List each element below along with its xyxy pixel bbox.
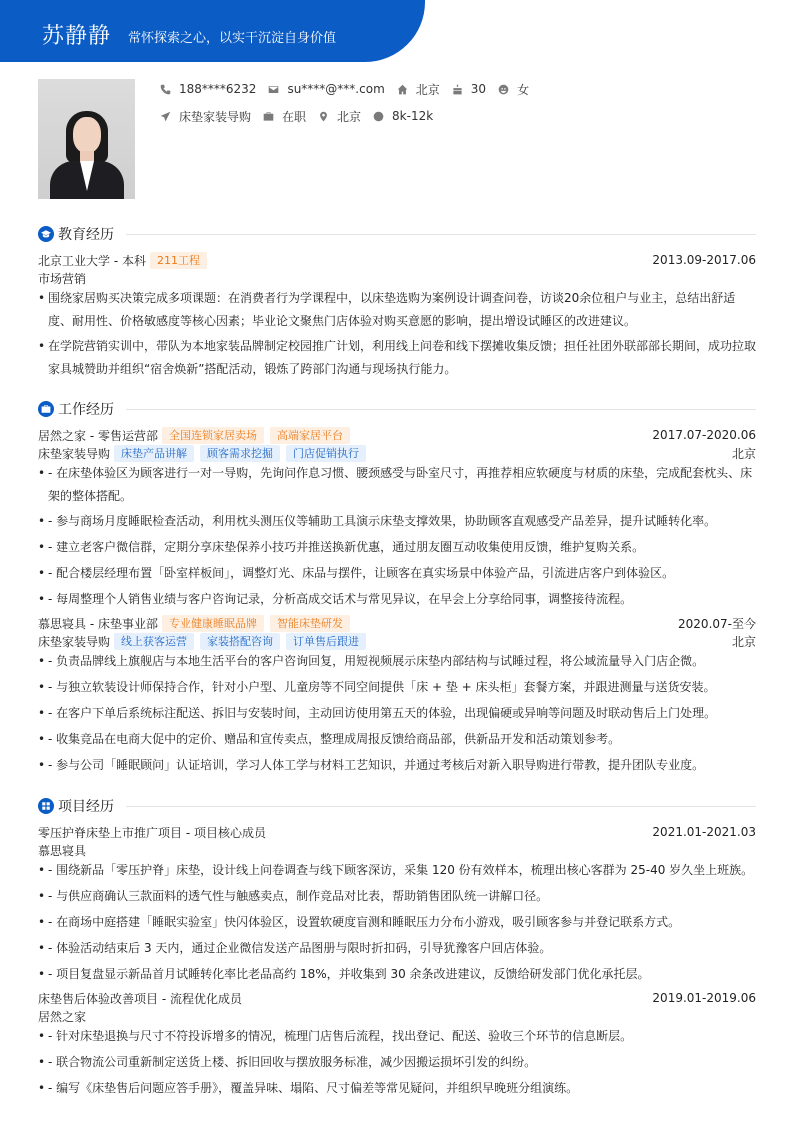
section-project <box>38 796 756 816</box>
section-title-work: 工作经历 <box>58 402 114 418</box>
phone-icon <box>160 84 171 95</box>
job-role-row <box>38 632 756 650</box>
section-divider <box>126 234 756 235</box>
list-item: • - 负责品牌线上旗舰店与本地生活平台的客户咨询回复，用短视频展示床垫内部结构与试睡过程，将公域流量导入门店企微。 <box>38 650 756 673</box>
list-item: • - 参与公司「睡眠顾问」认证培训，学习人体工学与材料工艺知识，并通过考核后对新入职导购进行带教，提升团队专业度。 <box>38 754 756 777</box>
smile-icon <box>498 84 509 95</box>
list-item: • - 项目复盘显示新品首月试睡转化率比老品高约 18%，并收集到 30 余条改进建议，反馈给研发部门优化承托层。 <box>38 963 756 986</box>
role-tag: 门店促销执行 <box>286 445 366 462</box>
section-divider <box>126 806 756 807</box>
list-item: • - 与独立软装设计师保持合作，针对小户型、儿童房等不同空间提供「床 + 垫 + 床头柜」套餐方案，并跟进测量与送货安装。 <box>38 676 756 699</box>
profile-photo <box>38 79 135 199</box>
salary-item <box>373 109 433 123</box>
status-text: 在职 <box>282 109 307 124</box>
role-tag: 家装搭配咨询 <box>200 633 280 650</box>
location-item <box>397 81 440 98</box>
list-item: • - 在客户下单后系统标注配送、拆旧与安装时间，主动回访使用第五天的体验，出现偏硬或异响等问题及时联动售后上门处理。 <box>38 702 756 725</box>
job-role: 床垫家装导购 <box>38 634 111 649</box>
company-tag: 高端家居平台 <box>270 427 350 444</box>
list-item: • - 参与商场月度睡眠检查活动，利用枕头测压仪等辅助工具演示床垫支撑效果，协助顾客直观感受产品差异，提升试睡转化率。 <box>38 510 756 533</box>
home-icon <box>397 84 408 95</box>
location-text: 北京 <box>415 82 440 97</box>
project-header <box>38 989 756 1007</box>
project-org: 慕思寝具 <box>38 843 87 858</box>
list-item: • - 联合物流公司重新制定送货上楼、拆旧回收与摆放服务标准，减少因搬运损坏引发的纠纷。 <box>38 1051 756 1074</box>
list-item: • 围绕家居购买决策完成多项课题：在消费者行为学课程中，以床垫选购为案例设计调查问卷，访谈20余位租户与业主，总结出舒适度、耐用性、价格敏感度等核心因素；毕业论文聚焦门店体验对购买意愿的影响，提出增设试睡区的改进建议。 <box>38 287 756 333</box>
graduation-cap-icon <box>38 226 54 242</box>
gender-text: 女 <box>517 82 530 97</box>
age-text: 30 <box>470 82 487 96</box>
list-item: • - 围绕新品「零压护脊」床垫，设计线上问卷调查与线下顾客深访，采集 120 份有效样本，梳理出核心客群为 25-40 岁久坐上班族。 <box>38 859 756 882</box>
education-tag: 211工程 <box>150 252 207 269</box>
company-tag: 智能床垫研发 <box>270 615 350 632</box>
section-work <box>38 399 756 419</box>
section-divider <box>126 409 756 410</box>
briefcase-icon <box>263 111 274 122</box>
list-item: • - 收集竞品在电商大促中的定价、赠品和宣传卖点，整理成周报反馈给商品部，供新品开发和活动策划参考。 <box>38 728 756 751</box>
project-org-row <box>38 1007 756 1025</box>
contact-row-basic <box>160 80 541 98</box>
job-header <box>38 426 756 444</box>
job-city: 北京 <box>731 446 756 461</box>
role-tag: 床垫产品讲解 <box>114 445 194 462</box>
email-text: su****@***.com <box>287 82 385 96</box>
candidate-slogan: 常怀探索之心，以实干沉淀自身价值 <box>128 31 337 46</box>
project-title: 零压护脊床垫上市推广项目 - 项目核心成员 <box>38 825 266 840</box>
education-school: 北京工业大学 - 本科 <box>38 253 146 268</box>
cake-icon <box>452 84 463 95</box>
role-tag: 线上获客运营 <box>114 633 194 650</box>
project-title: 床垫售后体验改善项目 - 流程优化成员 <box>38 991 242 1006</box>
phone-item <box>160 82 256 96</box>
project-header <box>38 823 756 841</box>
target-position-text: 床垫家装导购 <box>179 109 252 124</box>
target-position-item <box>160 108 251 125</box>
salary-text: 8k-12k <box>392 109 434 123</box>
phone-text: 188****6232 <box>179 82 257 96</box>
job-city: 北京 <box>731 634 756 649</box>
job-header <box>38 614 756 632</box>
role-tag: 顾客需求挖掘 <box>200 445 280 462</box>
candidate-name: 苏静静 <box>42 24 112 49</box>
education-period: 2013.09-2017.06 <box>652 253 756 267</box>
education-major: 市场营销 <box>38 271 87 286</box>
grid-icon <box>38 798 54 814</box>
map-pin-icon <box>318 111 329 122</box>
job-role: 床垫家装导购 <box>38 446 111 461</box>
target-city-text: 北京 <box>337 109 362 124</box>
job-period: 2020.07-至今 <box>678 616 756 631</box>
gender-item <box>498 81 529 98</box>
list-item: • - 每周整理个人销售业绩与客户咨询记录，分析高成交话术与常见异议，在早会上分享给同事，调整接待流程。 <box>38 588 756 611</box>
money-icon <box>373 111 384 122</box>
list-item: • - 编写《床垫售后问题应答手册》，覆盖异味、塌陷、尺寸偏差等常见疑问，并组织早晚班分组演练。 <box>38 1077 756 1100</box>
contact-row-job <box>160 107 445 125</box>
company-tag: 专业健康睡眠品牌 <box>162 615 264 632</box>
project-period: 2019.01-2019.06 <box>652 991 756 1005</box>
section-education <box>38 224 756 244</box>
status-item <box>263 108 306 125</box>
job-period: 2017.07-2020.06 <box>652 428 756 442</box>
list-item: • - 在床垫体验区为顾客进行一对一导购，先询问作息习惯、腰颈感受与卧室尺寸，再推荐相应软硬度与材质的床垫，完成配套枕头、床架的整体搭配。 <box>38 462 756 508</box>
job-company: 居然之家 - 零售运营部 <box>38 428 158 443</box>
job-role-row <box>38 444 756 462</box>
list-item: • - 体验活动结束后 3 天内，通过企业微信发送产品图册与限时折扣码，引导犹豫客户回店体验。 <box>38 937 756 960</box>
age-item <box>452 82 486 96</box>
section-title-project: 项目经历 <box>58 799 114 815</box>
list-item: • - 与供应商确认三款面料的透气性与触感卖点，制作竞品对比表，帮助销售团队统一讲解口径。 <box>38 885 756 908</box>
project-period: 2021.01-2021.03 <box>652 825 756 839</box>
list-item: • - 配合楼层经理布置「卧室样板间」，调整灯光、床品与摆件，让顾客在真实场景中体验产品，引流进店客户到体验区。 <box>38 562 756 585</box>
list-item: • - 在商场中庭搭建「睡眠实验室」快闪体验区，设置软硬度盲测和睡眠压力分布小游戏，吸引顾客参与并登记联系方式。 <box>38 911 756 934</box>
section-title-education: 教育经历 <box>58 227 114 243</box>
header-banner <box>0 0 425 62</box>
mail-icon <box>268 84 279 95</box>
send-icon <box>160 111 171 122</box>
email-item <box>268 82 384 96</box>
project-org-row <box>38 841 756 859</box>
list-item: • 在学院营销实训中，带队为本地家装品牌制定校园推广计划，利用线上问卷和线下摆摊收集反馈；担任社团外联部部长期间，成功拉取家具城赞助并组织“宿舍焕新”搭配活动，锻炼了跨部门沟通与现场执行能力。 <box>38 335 756 381</box>
list-item: • - 针对床垫退换与尺寸不符投诉增多的情况，梳理门店售后流程，找出登记、配送、验收三个环节的信息断层。 <box>38 1025 756 1048</box>
job-company: 慕思寝具 - 床垫事业部 <box>38 616 158 631</box>
company-tag: 全国连锁家居卖场 <box>162 427 264 444</box>
education-header <box>38 251 756 269</box>
briefcase-section-icon <box>38 401 54 417</box>
education-major-row <box>38 269 756 287</box>
project-org: 居然之家 <box>38 1009 87 1024</box>
target-city-item <box>318 108 361 125</box>
role-tag: 订单售后跟进 <box>286 633 366 650</box>
list-item: • - 建立老客户微信群，定期分享床垫保养小技巧并推送换新优惠，通过朋友圈互动收集使用反馈，维护复购关系。 <box>38 536 756 559</box>
